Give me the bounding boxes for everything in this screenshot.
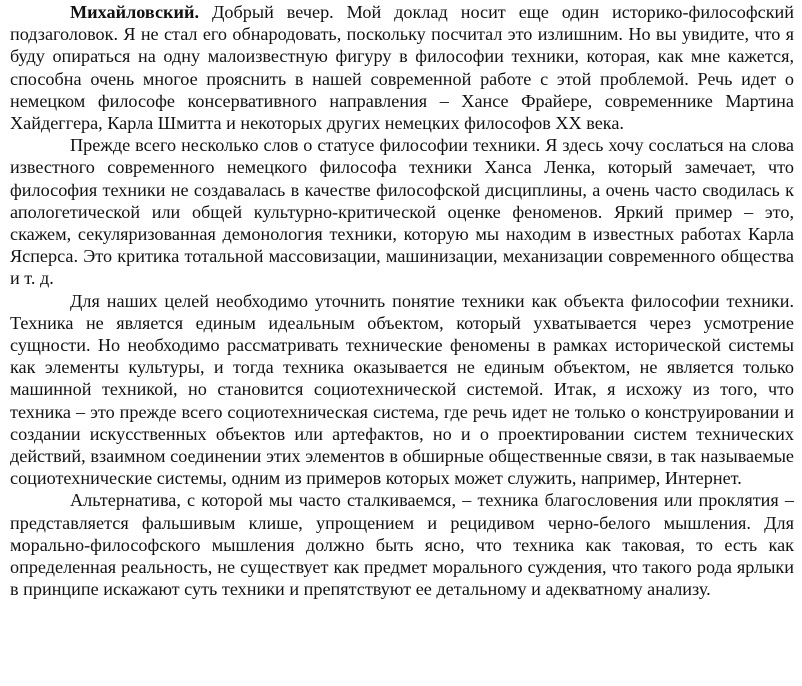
paragraph-1: [10, 1, 794, 134]
paragraph-2: Прежде всего несколько слов о статусе философии техники. Я здесь хочу сослаться на слова известного современного немецкого философа техники Ханса Ленка, который замечает, что философия техники не создавалась в качестве философской дисциплины, а очень часто сводилась к апологетической или общей культурно-критической оценке феноменов. Яркий пример – это, скажем, секуляризованная демонология техники, которую мы находим в известных работах Карла Ясперса. Это критика тотальной массовизации, машинизации, механизации современного общества и т. д.: [10, 135, 794, 289]
paragraph-3: Для наших целей необходимо уточнить понятие техники как объекта философии техники. Техника не является единым идеальным объектом, который ухватывается через усмотрение сущности. Но необходимо рассматривать технические феномены в рамках исторической системы как элементы культуры, и тогда техника оказывается не единым объектом, не является только машинной техникой, но становится социотехнической системой. Итак, я исхожу из того, что техника – это прежде всего социотехническая система, где речь идет не только о конструировании и создании искусственных объектов или артефактов, но и о проектировании систем технических действий, взаимном соединении этих элементов в обширные общественные связи, в так называемые социотехнические системы, одним из примеров которых может служить, например, Интернет.: [10, 290, 794, 489]
paragraph-4: Альтернатива, с которой мы часто сталкиваемся, – техника благословения или проклятия – представляется фальшивым клише, упрощением и рецидивом черно-белого мышления. Для морально-философского мышления должно быть ясно, что техника как таковая, то есть как определенная реальность, не существует как предмет морального суждения, что такого рода ярлыки в принципе искажают суть техники и препятствуют ее детальному и адекватному анализу.: [10, 490, 794, 600]
paragraph-1-text: Добрый вечер. Мой доклад носит еще один историко-философский подзаголовок. Я не стал его обнародовать, поскольку посчитал это излишним. Но вы увидите, что я буду опираться на одну малоизвестную фигуру в философии техники, которая, как мне кажется, способна очень многое прояснить в нашей современной работе с этой проблемой. Речь идет о немецком философе консервативного направления – Хансе Фрайере, современнике Мартина Хайдеггера, Карла Шмитта и некоторых других немецких философов XX века.: [10, 2, 795, 134]
speaker-name: Михайловский.: [70, 2, 200, 22]
